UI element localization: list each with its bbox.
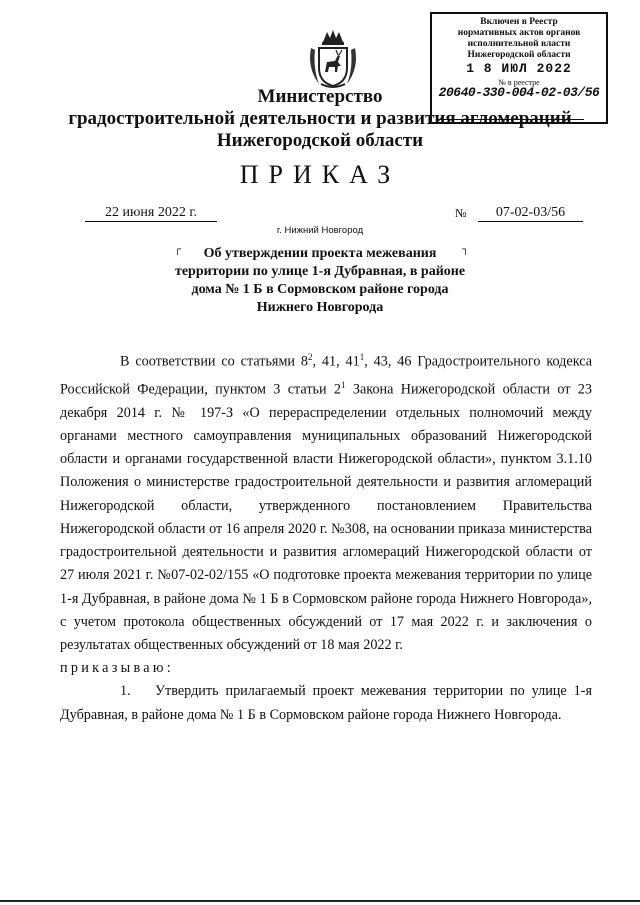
order-subject	[170, 245, 470, 317]
subject-line: Об утверждении проекта межевания	[203, 246, 437, 261]
document-type-title: ПРИКАЗ	[239, 160, 401, 189]
order-date: 22 июня 2022 г.	[85, 205, 217, 222]
order-city: г. Нижний Новгород	[276, 225, 364, 236]
subject-line: территории по улице 1-я Дубравная, в районе	[174, 264, 466, 279]
stamp-overlap-line	[436, 119, 584, 120]
order-item-1	[60, 680, 592, 726]
stamp-date: 1 8 ИЮЛ 2022	[466, 61, 572, 76]
coat-of-arms-icon	[305, 28, 361, 90]
item-number: 1.	[120, 683, 131, 700]
item-text: Утвердить прилагаемый проект межевания территории по улице 1-я Дубравная, в районе дома № 1 Б в Сормовском районе города Нижнего Новгорода.	[60, 683, 592, 723]
ministry-name-line2: градостроительной деятельности и развития агломераций	[68, 108, 572, 129]
order-number-label: №	[455, 206, 467, 220]
stamp-line: Включен в Реестр	[480, 17, 558, 27]
subject-bracket-right: ┐	[462, 244, 470, 255]
order-directive-word: приказываю:	[60, 660, 175, 677]
stamp-registry-number: 20640-330-004-02-03/56	[438, 85, 600, 100]
ministry-name-line1: Министерство	[257, 86, 383, 107]
stamp-line: нормативных актов органов	[457, 28, 581, 38]
order-body	[60, 346, 592, 727]
stamp-line: Нижегородской области	[467, 50, 571, 60]
subject-line: дома № 1 Б в Сормовском районе города	[191, 282, 449, 297]
subject-bracket-left: ┌	[174, 244, 182, 255]
page-bottom-edge	[0, 900, 640, 902]
ministry-name-line3: Нижегородской области	[216, 130, 424, 151]
preamble-paragraph: В соответствии со статьями $8^2$, 41, $41^1$, 43, 46 Градостроительного кодекса Российской Федерации, пунктом 3 статьи $2^1$ Закона Нижегородской области от 23 декабря 2014 г. № 197-З «О перераспределении отдельных полномочий между органами местного самоуправления муниципальных образований Нижегородской области и органами государственной власти Нижегородской области», пунктом 3.1.10 Положения о министерстве градостроительной деятельности и развития агломераций Нижегородской области, утвержденного постановлением Правительства Нижегородской области от 16 апреля 2020 г. №308, на основании приказа министерства градостроительной деятельности и развития агломераций Нижегородской области от 27 июля 2021 г. №07-02-02/155 «О подготовке проекта межевания территории по улице 1-я Дубравная, в районе дома № 1 Б в Сормовском районе города Нижнего Новгорода», с учетом протокола общественных обсуждений от 17 мая 2022 г. и заключения о результатах общественных обсуждений от 18 мая 2022 г.	[60, 352, 593, 653]
subject-line: Нижнего Новгорода	[256, 300, 384, 315]
stamp-line: исполнительной власти	[467, 39, 571, 49]
stamp-registry-label: № в реестре	[498, 78, 540, 87]
order-number: 07-02-03/56	[478, 205, 583, 222]
